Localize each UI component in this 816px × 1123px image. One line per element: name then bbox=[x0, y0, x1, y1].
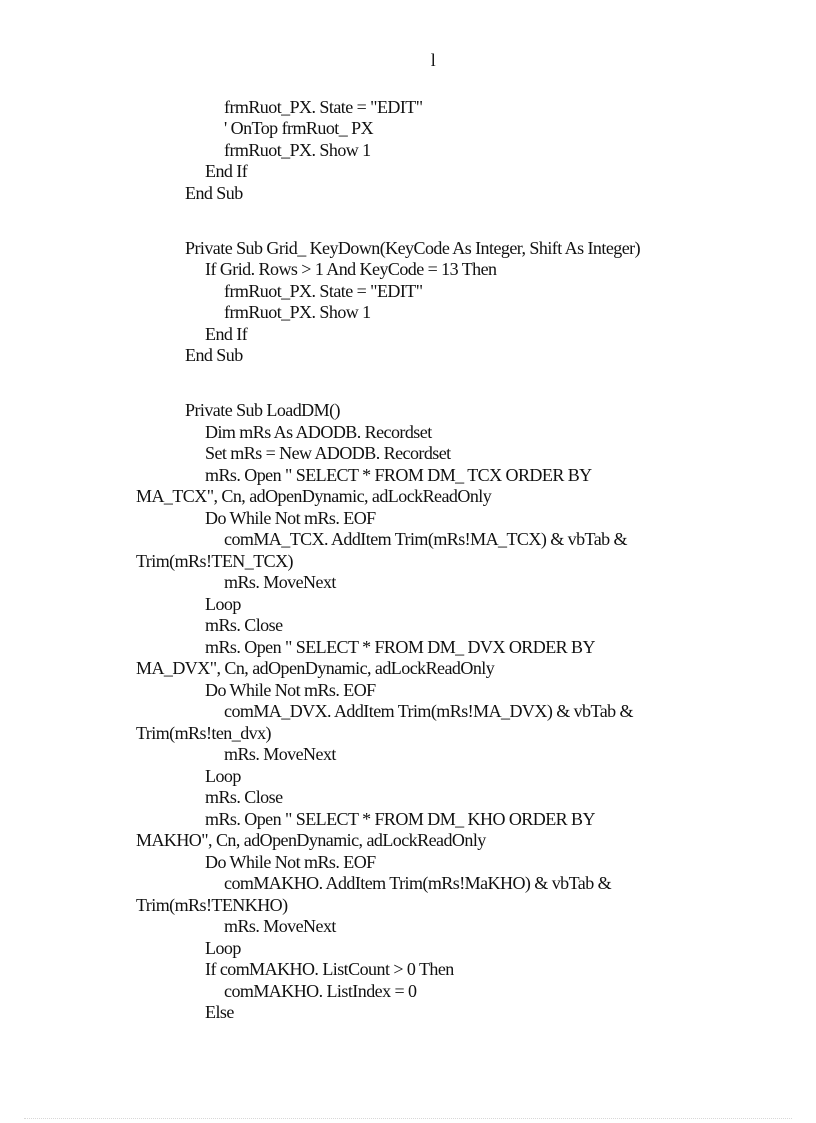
code-line: comMA_TCX. AddItem Trim(mRs!MA_TCX) & vbTab & bbox=[224, 529, 627, 549]
code-line: Loop bbox=[205, 938, 241, 958]
code-line: Private Sub LoadDM() bbox=[185, 400, 340, 420]
code-line: frmRuot_PX. Show 1 bbox=[224, 302, 371, 322]
code-line: Do While Not mRs. EOF bbox=[205, 680, 376, 700]
code-line: Else bbox=[205, 1002, 234, 1022]
code-line: ' OnTop frmRuot_ PX bbox=[224, 118, 374, 138]
code-line: MAKHO", Cn, adOpenDynamic, adLockReadOnly bbox=[136, 830, 486, 850]
code-line: Set mRs = New ADODB. Recordset bbox=[205, 443, 451, 463]
code-line: frmRuot_PX. State = "EDIT" bbox=[224, 281, 423, 301]
code-line: MA_TCX", Cn, adOpenDynamic, adLockReadOnly bbox=[136, 486, 492, 506]
code-line: mRs. Close bbox=[205, 787, 283, 807]
code-line: End If bbox=[205, 161, 248, 181]
code-line: If Grid. Rows > 1 And KeyCode = 13 Then bbox=[205, 259, 497, 279]
code-line: frmRuot_PX. Show 1 bbox=[224, 140, 371, 160]
code-line: mRs. MoveNext bbox=[224, 916, 336, 936]
code-line: Trim(mRs!ten_dvx) bbox=[136, 723, 271, 743]
page-number: l bbox=[430, 50, 436, 70]
code-line: mRs. MoveNext bbox=[224, 744, 336, 764]
code-line: End If bbox=[205, 324, 248, 344]
code-line: mRs. Open " SELECT * FROM DM_ KHO ORDER BY bbox=[205, 809, 595, 829]
code-line: Trim(mRs!TEN_TCX) bbox=[136, 551, 293, 571]
code-line: mRs. Close bbox=[205, 615, 283, 635]
code-line: mRs. Open " SELECT * FROM DM_ TCX ORDER BY bbox=[205, 465, 592, 485]
code-line: Loop bbox=[205, 594, 241, 614]
code-line: MA_DVX", Cn, adOpenDynamic, adLockReadOnly bbox=[136, 658, 495, 678]
code-line: Trim(mRs!TENKHO) bbox=[136, 895, 288, 915]
code-line: Loop bbox=[205, 766, 241, 786]
code-line: comMAKHO. ListIndex = 0 bbox=[224, 981, 417, 1001]
code-line: End Sub bbox=[185, 183, 243, 203]
code-line: Do While Not mRs. EOF bbox=[205, 852, 376, 872]
code-line: comMAKHO. AddItem Trim(mRs!MaKHO) & vbTab & bbox=[224, 873, 612, 893]
code-line: frmRuot_PX. State = "EDIT" bbox=[224, 97, 423, 117]
code-line: comMA_DVX. AddItem Trim(mRs!MA_DVX) & vbTab & bbox=[224, 701, 633, 721]
code-line: Private Sub Grid_ KeyDown(KeyCode As Integer, Shift As Integer) bbox=[185, 238, 641, 258]
code-line: mRs. Open " SELECT * FROM DM_ DVX ORDER BY bbox=[205, 637, 595, 657]
bottom-dotted-rule bbox=[24, 1118, 792, 1119]
code-line: End Sub bbox=[185, 345, 243, 365]
code-line: Dim mRs As ADODB. Recordset bbox=[205, 422, 432, 442]
code-line: Do While Not mRs. EOF bbox=[205, 508, 376, 528]
code-line: If comMAKHO. ListCount > 0 Then bbox=[205, 959, 454, 979]
code-line: mRs. MoveNext bbox=[224, 572, 336, 592]
